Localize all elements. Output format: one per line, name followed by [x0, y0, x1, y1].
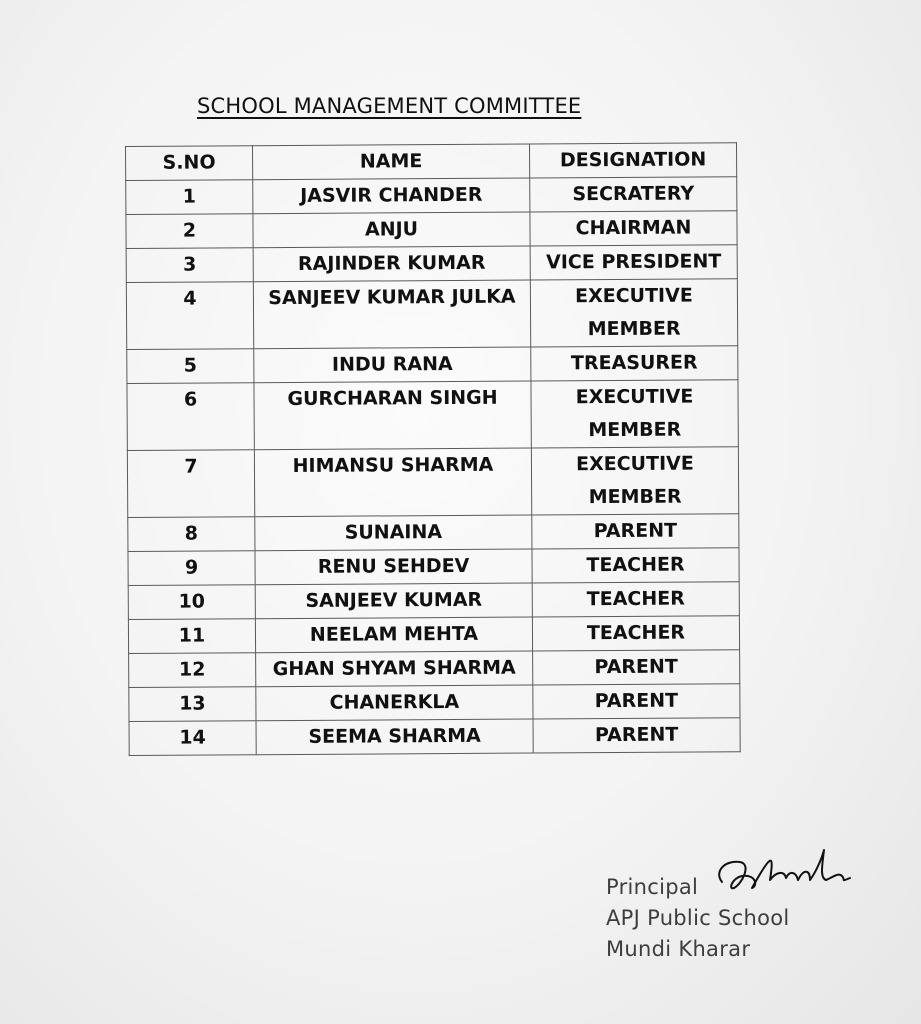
- cell-designation: TEACHER: [532, 582, 739, 617]
- cell-name: RAJINDER KUMAR: [253, 246, 530, 282]
- stamp-location: Mundi Kharar: [606, 937, 751, 961]
- cell-designation: PARENT: [533, 718, 740, 753]
- table-header-row: [126, 143, 737, 181]
- cell-designation: EXECUTIVE MEMBER: [530, 279, 737, 347]
- cell-designation: TEACHER: [532, 616, 739, 651]
- table-row: [127, 346, 738, 384]
- cell-designation: SECRATERY: [530, 177, 737, 212]
- cell-name: SANJEEV KUMAR: [255, 583, 532, 619]
- table-row: [128, 514, 739, 552]
- cell-designation: PARENT: [533, 684, 740, 719]
- table-row: [126, 279, 737, 350]
- committee-table: [125, 142, 741, 756]
- cell-name: INDU RANA: [254, 347, 531, 383]
- cell-designation: TEACHER: [532, 548, 739, 583]
- cell-sno: 4: [126, 282, 253, 350]
- cell-name: SEEMA SHARMA: [256, 719, 533, 755]
- cell-name: GHAN SHYAM SHARMA: [256, 651, 533, 687]
- stamp-school-name: APJ Public School: [606, 906, 790, 930]
- table-row: [126, 177, 737, 215]
- cell-designation: PARENT: [532, 514, 739, 549]
- cell-name: SUNAINA: [255, 515, 532, 551]
- cell-name: GURCHARAN SINGH: [254, 381, 531, 450]
- cell-sno: 10: [128, 585, 255, 620]
- cell-name: NEELAM MEHTA: [255, 617, 532, 653]
- table-row: [127, 380, 738, 451]
- header-name: NAME: [253, 144, 530, 180]
- table-row: [128, 548, 739, 586]
- table-row: [126, 245, 737, 283]
- cell-sno: 11: [128, 619, 255, 654]
- cell-name: SANJEEV KUMAR JULKA: [253, 280, 530, 349]
- cell-name: ANJU: [253, 212, 530, 248]
- stamp-title: Principal: [606, 875, 699, 899]
- cell-designation: VICE PRESIDENT: [530, 245, 737, 280]
- principal-signature: [712, 842, 862, 902]
- table-row: [129, 684, 740, 722]
- cell-designation: PARENT: [533, 650, 740, 685]
- cell-sno: 9: [128, 551, 255, 586]
- cell-name: JASVIR CHANDER: [253, 178, 530, 214]
- header-designation: DESIGNATION: [529, 143, 736, 178]
- cell-sno: 6: [127, 383, 254, 451]
- cell-name: RENU SEHDEV: [255, 549, 532, 585]
- cell-sno: 12: [129, 653, 256, 688]
- cell-sno: 2: [126, 214, 253, 249]
- cell-sno: 14: [129, 721, 256, 756]
- cell-sno: 3: [126, 248, 253, 283]
- cell-name: HIMANSU SHARMA: [254, 448, 531, 517]
- table-row: [126, 211, 737, 249]
- cell-sno: 1: [126, 180, 253, 215]
- cell-sno: 13: [129, 687, 256, 722]
- cell-sno: 5: [127, 349, 254, 384]
- cell-designation: TREASURER: [531, 346, 738, 381]
- document-title: SCHOOL MANAGEMENT COMMITTEE: [197, 94, 582, 118]
- cell-name: CHANERKLA: [256, 685, 533, 721]
- table-row: [128, 616, 739, 654]
- cell-designation: EXECUTIVE MEMBER: [531, 380, 738, 448]
- cell-sno: 8: [128, 517, 255, 552]
- cell-designation: EXECUTIVE MEMBER: [531, 447, 738, 515]
- cell-sno: 7: [127, 450, 254, 518]
- cell-designation: CHAIRMAN: [530, 211, 737, 246]
- table-row: [128, 582, 739, 620]
- table-row: [129, 718, 740, 756]
- header-sno: S.NO: [126, 146, 253, 181]
- table-row: [127, 447, 738, 518]
- table-row: [129, 650, 740, 688]
- table-body: [126, 177, 741, 756]
